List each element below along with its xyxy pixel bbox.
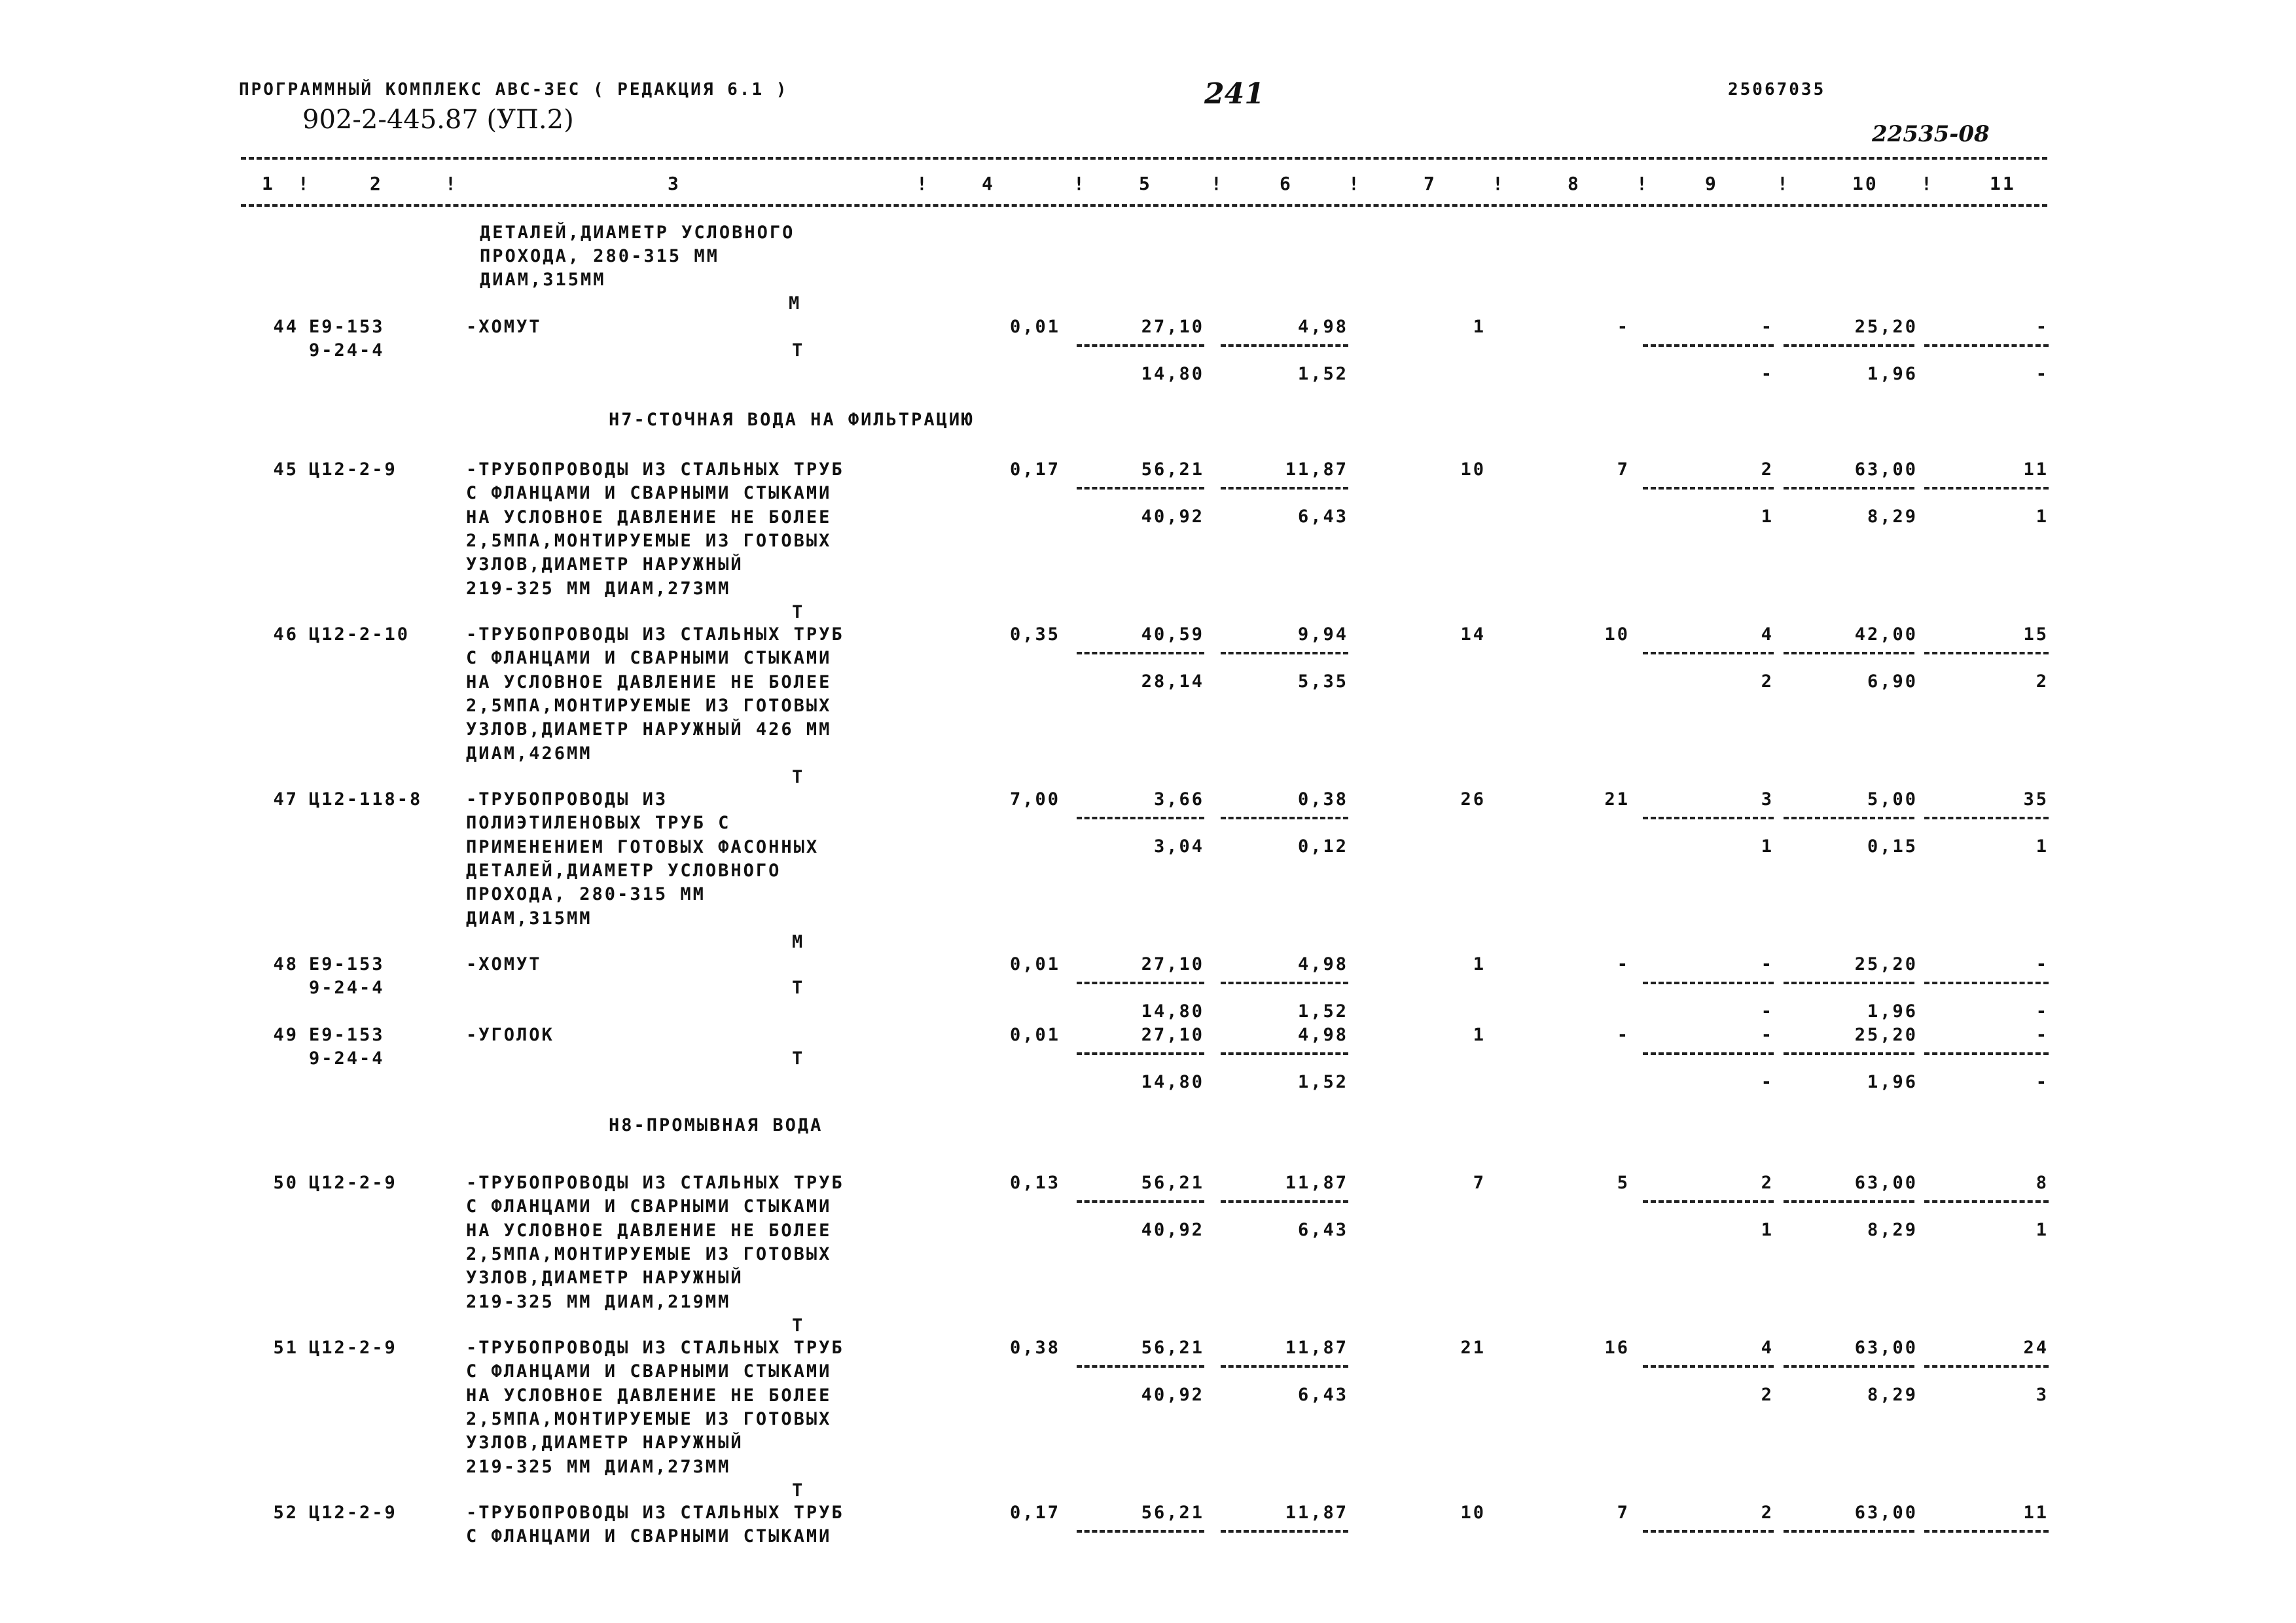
column-9-value: 2 — [1761, 1173, 1774, 1193]
description-line: С ФЛАНЦАМИ И СВАРНЫМИ СТЫКАМИ — [466, 1526, 832, 1547]
dashed-separator — [1784, 1052, 1914, 1055]
column-10-value-secondary: 0,15 — [1867, 836, 1918, 857]
description-line: -ТРУБОПРОВОДЫ ИЗ СТАЛЬНЫХ ТРУБ — [466, 459, 844, 480]
unit-cost-value-secondary: 14,80 — [1141, 1072, 1204, 1092]
description-line: НА УСЛОВНОЕ ДАВЛЕНИЕ НЕ БОЛЕЕ — [466, 1385, 832, 1406]
wage-cost-value: 11,87 — [1285, 459, 1348, 480]
row-number: 46 — [273, 624, 298, 645]
description-line: ДЕТАЛЕЙ,ДИАМЕТР УСЛОВНОГО — [466, 860, 781, 881]
column-10-value: 25,20 — [1854, 954, 1918, 974]
column-7-value: 1 — [1473, 954, 1486, 974]
dashed-separator — [1784, 344, 1914, 347]
column-separator: ! — [445, 173, 458, 194]
page-number: 241 — [1204, 77, 1265, 111]
column-11-value-secondary: 1 — [2036, 1220, 2049, 1240]
column-10-value-secondary: 1,96 — [1867, 364, 1918, 384]
column-10-value: 63,00 — [1854, 459, 1918, 480]
rate-code: Ц12-2-9 — [309, 1173, 397, 1193]
unit-cost-value: 27,10 — [1141, 1025, 1204, 1045]
dashed-separator — [1643, 1365, 1774, 1368]
wage-cost-value: 11,87 — [1285, 1503, 1348, 1523]
dashed-separator — [1643, 344, 1774, 347]
column-11-value-secondary: 1 — [2036, 836, 2049, 857]
column-separator: ! — [298, 173, 311, 194]
wage-cost-value-secondary: 0,12 — [1297, 836, 1348, 857]
quantity-value: 0,35 — [1009, 624, 1060, 645]
description-line: 2,5МПА,МОНТИРУЕМЫЕ ИЗ ГОТОВЫХ — [466, 695, 832, 716]
description-line: 2,5МПА,МОНТИРУЕМЫЕ ИЗ ГОТОВЫХ — [466, 530, 832, 551]
description-line: 219-325 ММ ДИАМ,273ММ — [466, 1456, 731, 1477]
description-line: НА УСЛОВНОЕ ДАВЛЕНИЕ НЕ БОЛЕЕ — [466, 507, 832, 527]
column-7-value: 10 — [1460, 1503, 1486, 1523]
column-number: 10 — [1852, 173, 1878, 194]
column-11-value: 11 — [2023, 459, 2049, 480]
quantity-value: 0,01 — [1009, 1025, 1060, 1045]
column-number: 7 — [1424, 173, 1437, 194]
unit-cost-value: 56,21 — [1141, 1503, 1204, 1523]
quantity-value: 7,00 — [1009, 789, 1060, 810]
column-11-value-secondary: 3 — [2036, 1385, 2049, 1405]
wage-cost-value-secondary: 6,43 — [1297, 1385, 1348, 1405]
column-separator: ! — [1492, 173, 1505, 194]
column-number: 4 — [982, 173, 995, 194]
column-10-value-secondary: 1,96 — [1867, 1072, 1918, 1092]
description-line: 219-325 ММ ДИАМ,219ММ — [466, 1291, 731, 1312]
column-separator: ! — [1921, 173, 1934, 194]
column-9-value: 3 — [1761, 789, 1774, 810]
wage-cost-value: 11,87 — [1285, 1173, 1348, 1193]
column-10-value: 25,20 — [1854, 317, 1918, 337]
wage-cost-value-secondary: 1,52 — [1297, 1001, 1348, 1022]
description-line: ДИАМ,315ММ — [466, 908, 592, 929]
column-10-value: 5,00 — [1867, 789, 1918, 810]
dashed-separator — [1221, 982, 1348, 984]
column-11-value: 35 — [2023, 789, 2049, 810]
dashed-separator — [1924, 1200, 2049, 1203]
description-line: ПРОХОДА, 280-315 ММ — [466, 884, 706, 905]
description-line: ДИАМ,426ММ — [466, 743, 592, 764]
dashed-separator — [1784, 817, 1914, 819]
column-9-value: 2 — [1761, 459, 1774, 480]
dashed-separator — [1643, 817, 1774, 819]
dashed-separator — [1221, 344, 1348, 347]
header-rule-top — [241, 157, 2047, 160]
column-8-value: 10 — [1604, 624, 1630, 645]
column-11-value-secondary: 2 — [2036, 671, 2049, 692]
description-line: УЗЛОВ,ДИАМЕТР НАРУЖНЫЙ — [466, 1433, 744, 1454]
rate-code: Е9-153 — [309, 317, 385, 337]
column-10-value-secondary: 8,29 — [1867, 1385, 1918, 1405]
column-10-value-secondary: 6,90 — [1867, 671, 1918, 692]
quantity-value: 0,01 — [1009, 317, 1060, 337]
column-11-value: - — [2036, 1025, 2049, 1045]
column-8-value: - — [1617, 954, 1630, 974]
wage-cost-value-secondary: 1,52 — [1297, 1072, 1348, 1092]
column-number: 2 — [370, 173, 383, 194]
row-number: 48 — [273, 954, 298, 974]
dashed-separator — [1924, 652, 2049, 654]
unit-of-measure: Т — [792, 340, 805, 361]
column-10-value: 25,20 — [1854, 1025, 1918, 1045]
wage-cost-value-secondary: 5,35 — [1297, 671, 1348, 692]
continuation-line: ДИАМ,315ММ — [480, 270, 606, 290]
row-number: 47 — [273, 789, 298, 810]
description-line: НА УСЛОВНОЕ ДАВЛЕНИЕ НЕ БОЛЕЕ — [466, 671, 832, 692]
column-11-value: 8 — [2036, 1173, 2049, 1193]
dashed-separator — [1924, 1365, 2049, 1368]
description-line: НА УСЛОВНОЕ ДАВЛЕНИЕ НЕ БОЛЕЕ — [466, 1220, 832, 1241]
dashed-separator — [1221, 1052, 1348, 1055]
column-11-value: 15 — [2023, 624, 2049, 645]
description-line: -ТРУБОПРОВОДЫ ИЗ СТАЛЬНЫХ ТРУБ — [466, 1338, 844, 1358]
column-10-value: 63,00 — [1854, 1338, 1918, 1358]
column-11-value: - — [2036, 317, 2049, 337]
column-11-value-secondary: - — [2036, 364, 2049, 384]
description-line: С ФЛАНЦАМИ И СВАРНЫМИ СТЫКАМИ — [466, 648, 832, 669]
column-10-value-secondary: 8,29 — [1867, 507, 1918, 527]
unit-cost-value: 56,21 — [1141, 1173, 1204, 1193]
dashed-separator — [1924, 1530, 2049, 1533]
column-number: 5 — [1139, 173, 1152, 194]
dashed-separator — [1077, 1530, 1204, 1533]
unit-of-measure: Т — [792, 1480, 805, 1501]
wage-cost-value: 11,87 — [1285, 1338, 1348, 1358]
column-9-value-secondary: - — [1761, 364, 1774, 384]
column-8-value: - — [1617, 317, 1630, 337]
column-10-value: 42,00 — [1854, 624, 1918, 645]
description-line: -ТРУБОПРОВОДЫ ИЗ СТАЛЬНЫХ ТРУБ — [466, 1173, 844, 1193]
unit-cost-value: 56,21 — [1141, 459, 1204, 480]
wage-cost-value: 0,38 — [1297, 789, 1348, 810]
column-10-value-secondary: 1,96 — [1867, 1001, 1918, 1022]
column-7-value: 21 — [1460, 1338, 1486, 1358]
continuation-line: ДЕТАЛЕЙ,ДИАМЕТР УСЛОВНОГО — [480, 223, 795, 243]
quantity-value: 0,13 — [1009, 1173, 1060, 1193]
column-10-value: 63,00 — [1854, 1173, 1918, 1193]
column-separator: ! — [1348, 173, 1361, 194]
dashed-separator — [1643, 982, 1774, 984]
dashed-separator — [1924, 1052, 2049, 1055]
description-line: УЗЛОВ,ДИАМЕТР НАРУЖНЫЙ 426 ММ — [466, 719, 832, 740]
rate-code-secondary: 9-24-4 — [309, 1048, 385, 1069]
row-number: 49 — [273, 1025, 298, 1045]
column-8-value: 5 — [1617, 1173, 1630, 1193]
unit-of-measure: Т — [792, 1315, 805, 1336]
program-title: ПРОГРАММНЫЙ КОМПЛЕКС АВС-3ЕС ( РЕДАКЦИЯ 6.1 ) — [239, 80, 789, 99]
rate-code: Ц12-2-9 — [309, 1503, 397, 1523]
unit-cost-value-secondary: 14,80 — [1141, 1001, 1204, 1022]
column-separator: ! — [1777, 173, 1790, 194]
dashed-separator — [1643, 652, 1774, 654]
dashed-separator — [1221, 652, 1348, 654]
dashed-separator — [1077, 487, 1204, 490]
dashed-separator — [1924, 344, 2049, 347]
quantity-value: 0,17 — [1009, 1503, 1060, 1523]
column-7-value: 1 — [1473, 1025, 1486, 1045]
column-9-value: 4 — [1761, 1338, 1774, 1358]
unit-of-measure: М — [792, 931, 805, 952]
column-11-value-secondary: - — [2036, 1001, 2049, 1022]
rate-code: Ц12-2-9 — [309, 1338, 397, 1358]
description-line: С ФЛАНЦАМИ И СВАРНЫМИ СТЫКАМИ — [466, 1196, 832, 1217]
unit-of-measure: Т — [792, 978, 805, 998]
row-number: 50 — [273, 1173, 298, 1193]
unit-of-measure: Т — [792, 766, 805, 787]
column-separator: ! — [1636, 173, 1649, 194]
row-number: 45 — [273, 459, 298, 480]
column-8-value: - — [1617, 1025, 1630, 1045]
dashed-separator — [1784, 1200, 1914, 1203]
dashed-separator — [1924, 817, 2049, 819]
description-line: 219-325 ММ ДИАМ,273ММ — [466, 578, 731, 599]
column-10-value: 63,00 — [1854, 1503, 1918, 1523]
column-9-value: - — [1761, 317, 1774, 337]
unit-cost-value: 56,21 — [1141, 1338, 1204, 1358]
dashed-separator — [1784, 982, 1914, 984]
section-title: Н8-ПРОМЫВНАЯ ВОДА — [609, 1115, 823, 1135]
dashed-separator — [1221, 817, 1348, 819]
rate-code: Ц12-118-8 — [309, 789, 423, 810]
wage-cost-value-secondary: 1,52 — [1297, 364, 1348, 384]
column-number: 9 — [1705, 173, 1718, 194]
unit-cost-value-secondary: 3,04 — [1153, 836, 1204, 857]
wage-cost-value: 9,94 — [1297, 624, 1348, 645]
rate-code: Ц12-2-10 — [309, 624, 410, 645]
section-title: Н7-СТОЧНАЯ ВОДА НА ФИЛЬТРАЦИЮ — [609, 410, 975, 430]
column-9-value: 4 — [1761, 624, 1774, 645]
dashed-separator — [1784, 1530, 1914, 1533]
column-11-value: 11 — [2023, 1503, 2049, 1523]
column-9-value-secondary: - — [1761, 1001, 1774, 1022]
dashed-separator — [1221, 1530, 1348, 1533]
column-number: 3 — [668, 173, 681, 194]
unit-cost-value-secondary: 40,92 — [1141, 507, 1204, 527]
column-7-value: 26 — [1460, 789, 1486, 810]
column-number: 6 — [1280, 173, 1293, 194]
unit-cost-value: 27,10 — [1141, 954, 1204, 974]
dashed-separator — [1077, 1200, 1204, 1203]
wage-cost-value: 4,98 — [1297, 954, 1348, 974]
quantity-value: 0,17 — [1009, 459, 1060, 480]
wage-cost-value: 4,98 — [1297, 1025, 1348, 1045]
quantity-value: 0,01 — [1009, 954, 1060, 974]
column-8-value: 7 — [1617, 1503, 1630, 1523]
column-9-value-secondary: 1 — [1761, 507, 1774, 527]
column-number: 8 — [1568, 173, 1581, 194]
rate-code: Ц12-2-9 — [309, 459, 397, 480]
unit-cost-value: 3,66 — [1153, 789, 1204, 810]
column-9-value: - — [1761, 1025, 1774, 1045]
column-8-value: 16 — [1604, 1338, 1630, 1358]
column-number: 1 — [262, 173, 275, 194]
description-line: ПОЛИЭТИЛЕНОВЫХ ТРУБ С — [466, 813, 731, 834]
continuation-line: ПРОХОДА, 280-315 ММ — [480, 246, 719, 266]
rate-code-secondary: 9-24-4 — [309, 340, 385, 361]
unit-cost-value: 27,10 — [1141, 317, 1204, 337]
unit-cost-value-secondary: 14,80 — [1141, 364, 1204, 384]
dashed-separator — [1221, 1200, 1348, 1203]
wage-cost-value-secondary: 6,43 — [1297, 1220, 1348, 1240]
description-line: С ФЛАНЦАМИ И СВАРНЫМИ СТЫКАМИ — [466, 483, 832, 504]
dashed-separator — [1077, 982, 1204, 984]
description-line: 2,5МПА,МОНТИРУЕМЫЕ ИЗ ГОТОВЫХ — [466, 1243, 832, 1264]
column-11-value-secondary: 1 — [2036, 507, 2049, 527]
description-line: -ХОМУТ — [466, 954, 542, 974]
dashed-separator — [1643, 1052, 1774, 1055]
rate-code: Е9-153 — [309, 1025, 385, 1045]
dashed-separator — [1924, 982, 2049, 984]
column-9-value-secondary: 1 — [1761, 836, 1774, 857]
dashed-separator — [1784, 652, 1914, 654]
document-number: 22535-08 — [1872, 121, 1990, 147]
description-line: -УГОЛОК — [466, 1025, 554, 1045]
column-7-value: 14 — [1460, 624, 1486, 645]
description-line: 2,5МПА,МОНТИРУЕМЫЕ ИЗ ГОТОВЫХ — [466, 1408, 832, 1429]
column-7-value: 10 — [1460, 459, 1486, 480]
wage-cost-value: 4,98 — [1297, 317, 1348, 337]
dashed-separator — [1643, 1530, 1774, 1533]
unit-cost-value-secondary: 40,92 — [1141, 1385, 1204, 1405]
column-9-value-secondary: 2 — [1761, 671, 1774, 692]
continuation-unit: М — [789, 293, 802, 313]
column-11-value-secondary: - — [2036, 1072, 2049, 1092]
column-9-value: - — [1761, 954, 1774, 974]
column-11-value: 24 — [2023, 1338, 2049, 1358]
column-7-value: 7 — [1473, 1173, 1486, 1193]
column-7-value: 1 — [1473, 317, 1486, 337]
dashed-separator — [1077, 652, 1204, 654]
description-line: С ФЛАНЦАМИ И СВАРНЫМИ СТЫКАМИ — [466, 1361, 832, 1382]
document-code: 25067035 — [1728, 80, 1826, 99]
column-10-value-secondary: 8,29 — [1867, 1220, 1918, 1240]
column-number: 11 — [1990, 173, 2016, 194]
row-number: 44 — [273, 317, 298, 337]
column-separator: ! — [1211, 173, 1224, 194]
dashed-separator — [1077, 1052, 1204, 1055]
project-code: 902-2-445.87 (УП.2) — [302, 105, 574, 135]
dashed-separator — [1077, 344, 1204, 347]
rate-code-secondary: 9-24-4 — [309, 978, 385, 998]
dashed-separator — [1643, 487, 1774, 490]
wage-cost-value-secondary: 6,43 — [1297, 507, 1348, 527]
column-8-value: 21 — [1604, 789, 1630, 810]
column-separator: ! — [916, 173, 929, 194]
unit-cost-value-secondary: 28,14 — [1141, 671, 1204, 692]
dashed-separator — [1221, 1365, 1348, 1368]
column-9-value-secondary: 2 — [1761, 1385, 1774, 1405]
dashed-separator — [1077, 1365, 1204, 1368]
column-9-value-secondary: - — [1761, 1072, 1774, 1092]
column-separator: ! — [1073, 173, 1086, 194]
unit-cost-value: 40,59 — [1141, 624, 1204, 645]
dashed-separator — [1924, 487, 2049, 490]
description-line: -ТРУБОПРОВОДЫ ИЗ СТАЛЬНЫХ ТРУБ — [466, 624, 844, 645]
rate-code: Е9-153 — [309, 954, 385, 974]
dashed-separator — [1077, 817, 1204, 819]
column-9-value: 2 — [1761, 1503, 1774, 1523]
dashed-separator — [1221, 487, 1348, 490]
row-number: 52 — [273, 1503, 298, 1523]
dashed-separator — [1784, 487, 1914, 490]
dashed-separator — [1643, 1200, 1774, 1203]
header-rule-bottom — [241, 204, 2047, 207]
column-8-value: 7 — [1617, 459, 1630, 480]
column-9-value-secondary: 1 — [1761, 1220, 1774, 1240]
dashed-separator — [1784, 1365, 1914, 1368]
description-line: УЗЛОВ,ДИАМЕТР НАРУЖНЫЙ — [466, 1268, 744, 1289]
unit-of-measure: Т — [792, 601, 805, 622]
description-line: -ТРУБОПРОВОДЫ ИЗ СТАЛЬНЫХ ТРУБ — [466, 1503, 844, 1523]
description-line: УЗЛОВ,ДИАМЕТР НАРУЖНЫЙ — [466, 554, 744, 575]
column-11-value: - — [2036, 954, 2049, 974]
row-number: 51 — [273, 1338, 298, 1358]
description-line: -ТРУБОПРОВОДЫ ИЗ — [466, 789, 668, 810]
description-line: -ХОМУТ — [466, 317, 542, 337]
quantity-value: 0,38 — [1009, 1338, 1060, 1358]
unit-cost-value-secondary: 40,92 — [1141, 1220, 1204, 1240]
description-line: ПРИМЕНЕНИЕМ ГОТОВЫХ ФАСОННЫХ — [466, 836, 819, 857]
unit-of-measure: Т — [792, 1048, 805, 1069]
